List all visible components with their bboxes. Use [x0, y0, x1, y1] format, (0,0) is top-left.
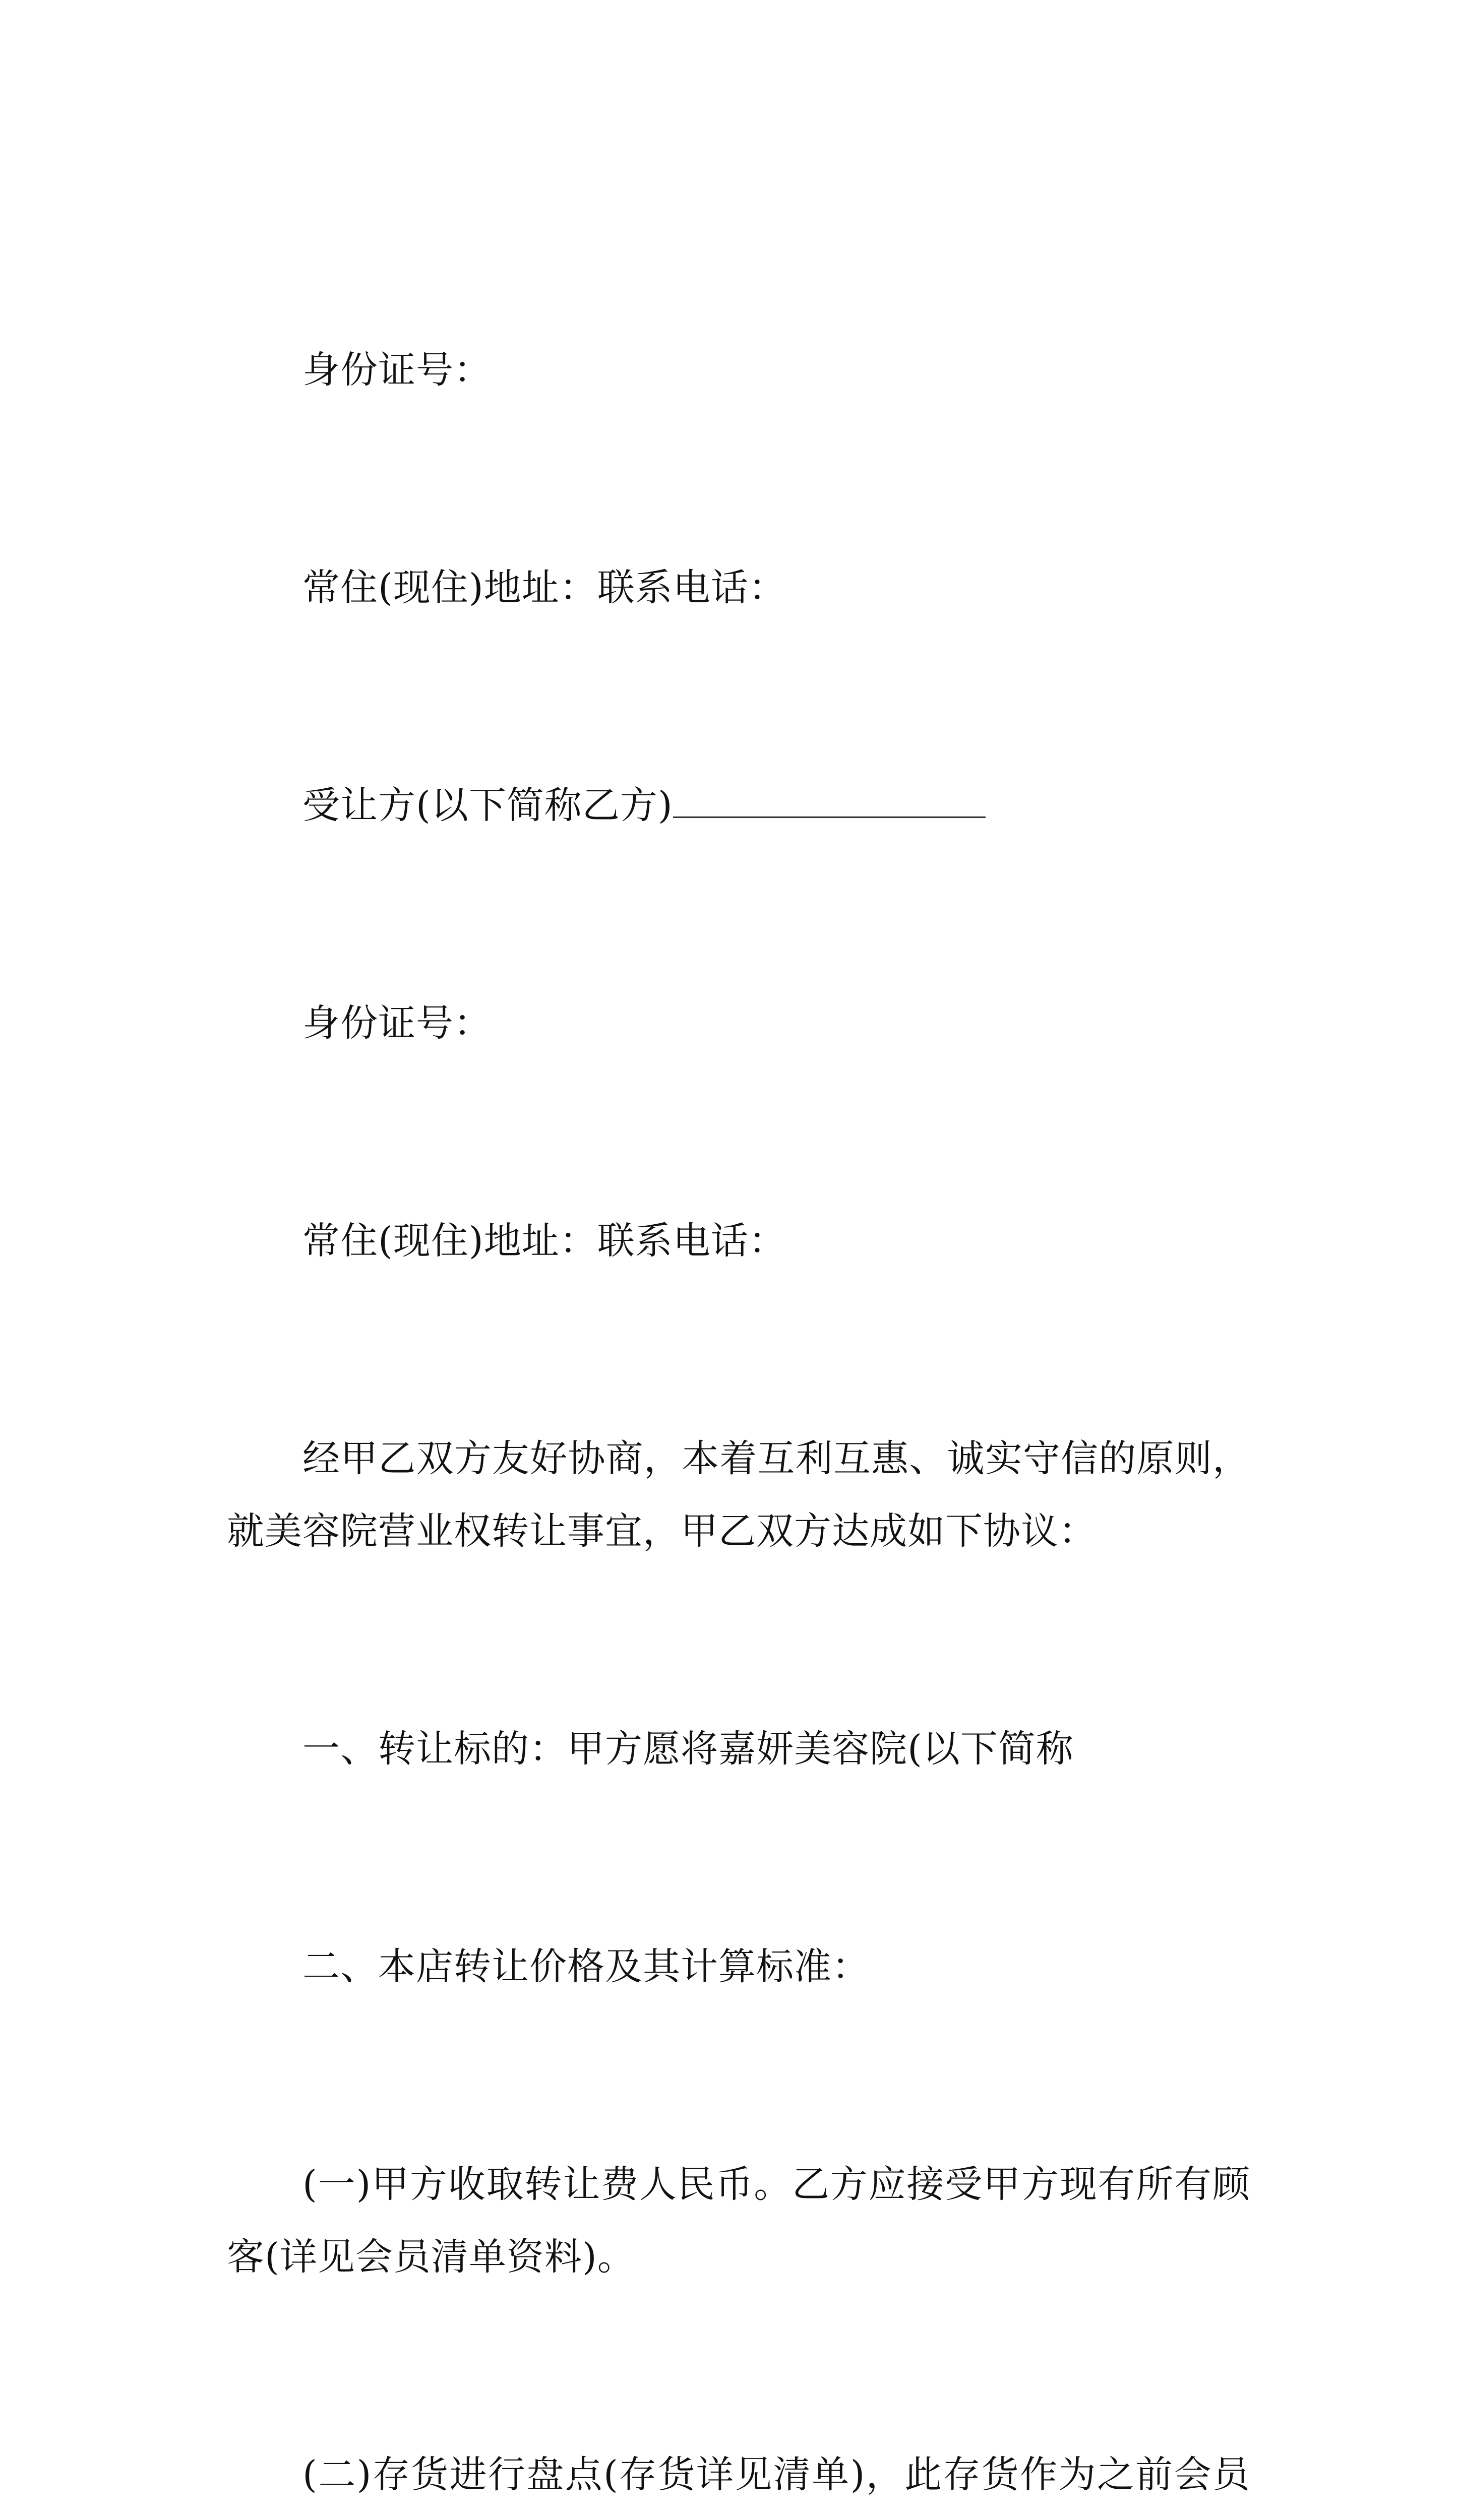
clause-2-heading: 二、本店转让价格及其计算标准： — [302, 1945, 870, 1988]
address-phone-line-transferee: 常住(现住)地址：联系电话： — [302, 1219, 786, 1263]
id-number-line-transferor: 身份证号： — [302, 348, 492, 392]
clause-1-subject: 一、转让标的：甲方愿将嘉妍美容院(以下简称 — [302, 1727, 1074, 1771]
clause-2-item-2: (二)存货进行盘点(存货详见清单)，此存货作为之前会员 — [302, 2453, 1250, 2496]
address-phone-line-transferor: 常住(现住)地址：联系电话： — [302, 566, 786, 609]
transferee-name-blank — [673, 783, 986, 818]
clause-2-item-1: (一)甲方收取转让费人民币。乙方应接受甲方现有所有顾客(详见会员清单资料)。 — [227, 2163, 1250, 2279]
transferee-line — [227, 769, 1250, 842]
preamble-paragraph: 经甲乙双方友好协商，本着互利互惠、诚实守信的原则，就美容院营业权转让事宜，甲乙双方达成如下协议： — [227, 1437, 1250, 1553]
id-number-line-transferee: 身份证号： — [302, 1001, 492, 1045]
document-body — [227, 188, 1250, 2520]
transferee-label: 受让方(以下简称乙方) — [302, 784, 673, 827]
